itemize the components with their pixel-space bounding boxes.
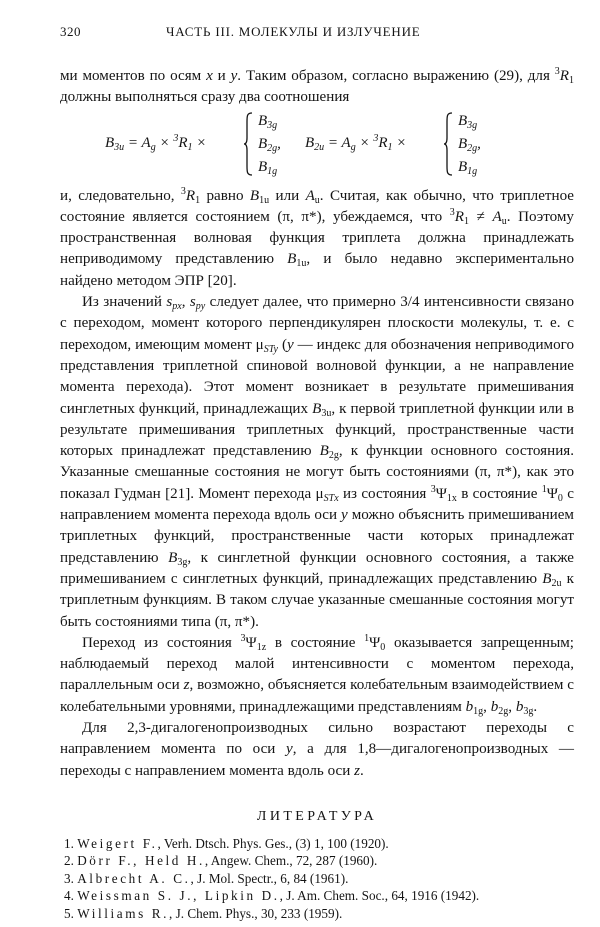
reference-item: 1. Weigert F., Verh. Dtsch. Phys. Ges., (3) 1, 100 (1920). — [64, 835, 389, 851]
reference-item: 4. Weissman S. J., Lipkin D., J. Am. Chem. Soc., 64, 1916 (1942). — [64, 888, 480, 904]
right-brace-icon — [443, 112, 453, 176]
paragraph-2: и, следовательно, $^3R_1$ равно $B_{1u}$ или $A_u$. Считая, как обычно, что триплетное состояние является состоянием (π, π*), убеждаемся, что $^3R_1 \ne A_u$. Поэтому пространственная волновая функция триплета должна принадлежать неприводимому представлению $B_{1u}$, и было недавно экспериментально найдено методом ЭПР [20]. — [60, 185, 575, 289]
reference-list — [60, 835, 574, 923]
formula-block: $B_{3u} = A_g \times ^3R_1$ × $B_{3g}$ $B_{2g}$, $B_{1g}$ $B_{2u} = A_g \times ^3R_1$ × $B_{3g}$ $B_{2g}$, $B_{1g}$ — [105, 112, 481, 177]
references-heading: ЛИТЕРАТУРА — [256, 808, 378, 824]
paragraph-5: Для 2,3-дигалогенопроизводных сильно возрастают переходы с направлением момента по оси y, а для 1,8—дигалогенопроизводных — переходы с направлением момента вдоль оси z. — [60, 720, 574, 779]
reference-item: 3. Albrecht A. C., J. Mol. Spectr., 6, 84 (1961). — [64, 870, 349, 886]
reference-item: 2. Dörr F., Held H., Angew. Chem., 72, 287 (1960). — [64, 853, 378, 869]
paragraph-1: ми моментов по осям x и y. Таким образом, согласно выражению (29), для $^3R_1$ должны выполняться сразу два соотношения — [60, 66, 574, 106]
paragraph-3: Из значений $s_{px}$, $s_{py}$ следует далее, что примерно 3/4 интенсивности связано с переходом, момент которого перпендикулярен плоскости молекулы, т. е. с переходом, имеющим момент $\mu_{STy}$ (y — индекс для обозначения неприводимого представления триплетной спиновой волновой функции, а не направление момента перехода). Этот момент возникает в результате примешивания синглетных функций, принадлежащих $B_{3u}$, к первой триплетной функции или в результате примешивания триплетных функций, пространственные части которых принадлежат представлению $B_{2g}$, к функции основного состояния. Указанные смешанные состояния не могут быть состояниями (π, π*), как это показал Гудман [21]. Момент перехода $\mu_{STx}$ из состояния $^3\Psi_{1x}$ в состояние $^1\Psi_0$ с направлением момента перехода вдоль оси y можно объяснить примешиванием триплетных функций, пространственные части которых принадлежат представлению $B_{3g}$, к синглетной функции основного состояния, а также примешиванием с синглетных функций, принадлежащих представлению $B_{2u}$ к триплетным функциям. В таком случае указанные смешанные состояния могут быть состояниями типа (π, π*). — [60, 294, 574, 630]
page-header — [60, 24, 574, 46]
page — [60, 24, 574, 922]
reference-item: 5. Williams R., J. Chem. Phys., 30, 233 (1959). — [64, 905, 343, 921]
left-brace-icon — [243, 112, 253, 176]
paragraph-4: Переход из состояния $^3\Psi_{1z}$ в состояние $^1\Psi_0$ оказывается запрещенным; наблюдаемый переход малой интенсивности с моментом перехода, параллельным оси z, возможно, объясняется колебательным взаимодействием с колебательными уровнями, принадлежащими представлениям $b_{1g}$, $b_{2g}$, $b_{3g}$. — [60, 632, 574, 717]
page-number: 320 — [60, 24, 81, 39]
running-title: ЧАСТЬ III. МОЛЕКУЛЫ И ИЗЛУЧЕНИЕ — [166, 24, 421, 39]
